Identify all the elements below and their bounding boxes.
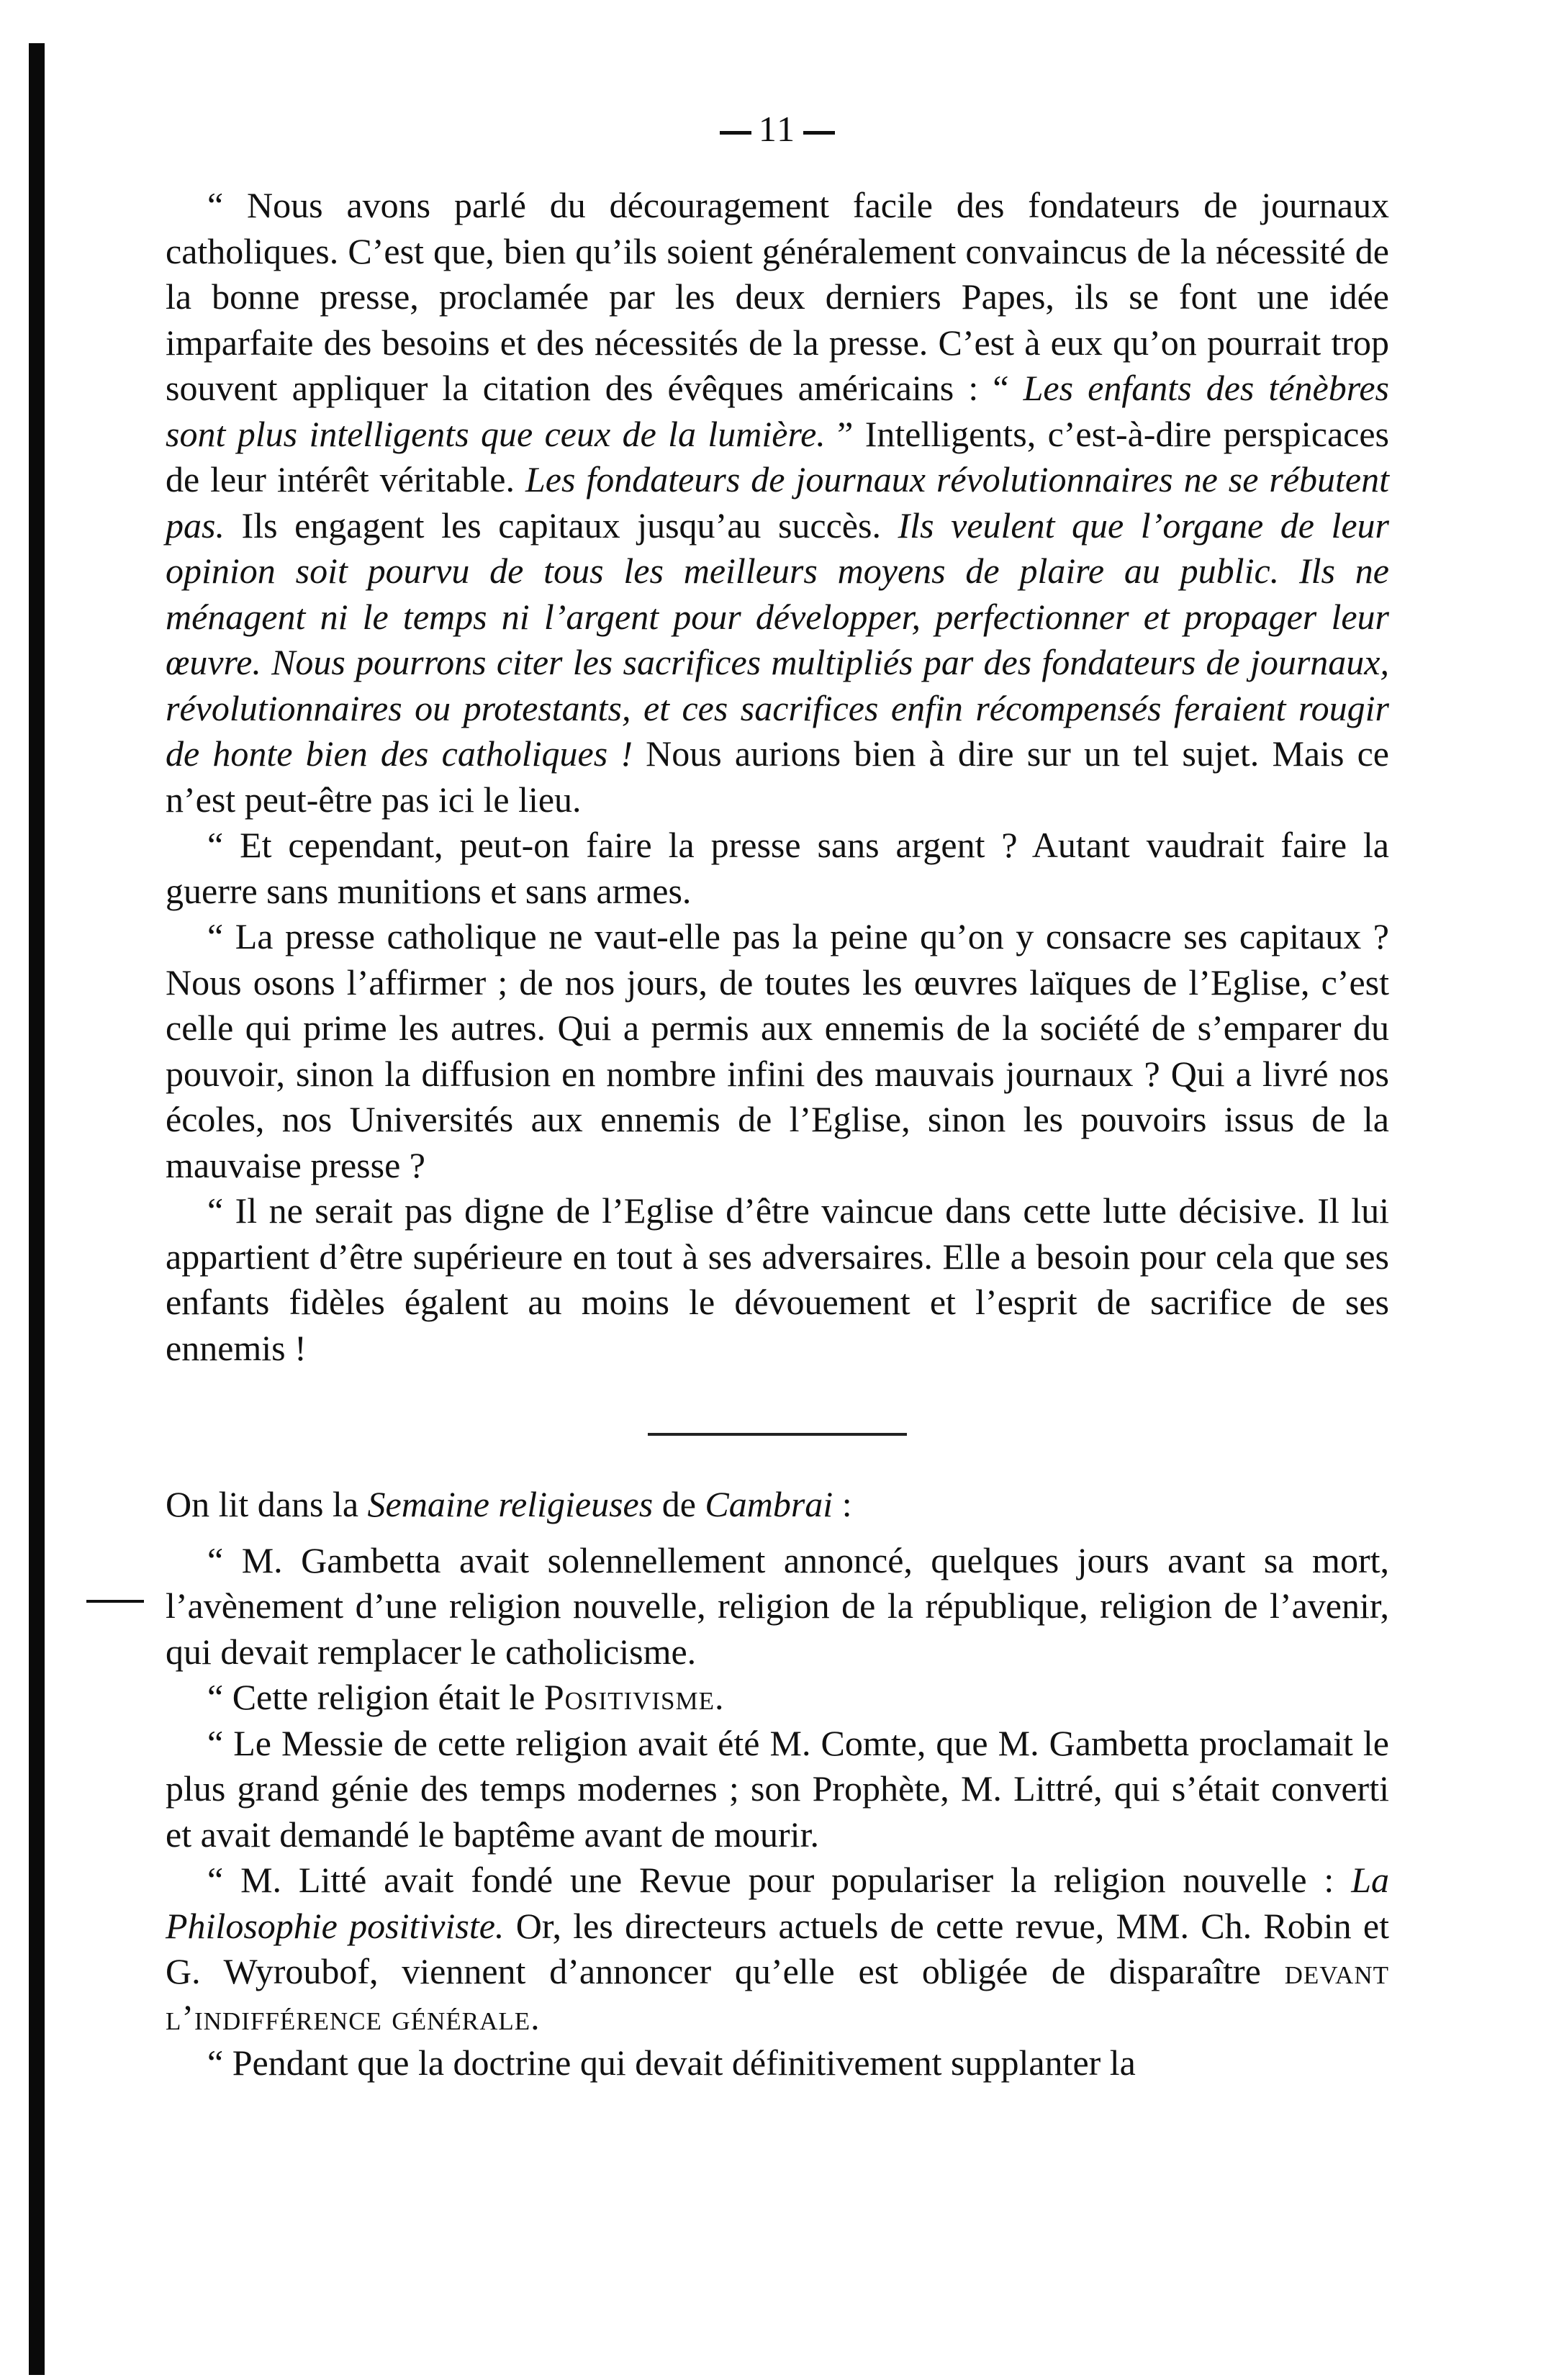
- page-number: 11: [166, 108, 1389, 150]
- paragraph: [166, 2040, 1389, 2086]
- text-run: “ M. Litté avait fondé une Revue pour populariser la religion nouvelle :: [207, 1860, 1352, 1900]
- text-run: “ Le Messie de cette religion avait été M. Comte, que M. Gambetta proclamait le plus grand génie des temps modernes ; son Prophète, M. Littré, qui s’était converti et avait demandé le baptême avant de mourir.: [166, 1722, 1389, 1855]
- italic-run: La Philosophie positiviste.: [166, 1860, 1389, 1946]
- text-run: :: [833, 1484, 852, 1524]
- text-run: “ Cette religion était le: [207, 1677, 544, 1717]
- text-run: Or, les directeurs actuels de cette revue, MM. Ch. Robin et G. Wyroubof, viennent d’annoncer qu’elle est obligée de disparaître: [166, 1905, 1389, 1991]
- text-run: “ Pendant que la doctrine qui devait définitivement supplanter la: [207, 2042, 1136, 2083]
- article-press: [166, 183, 1389, 1371]
- text-run: “ M. Gambetta avait solennellement annoncé, quelques jours avant sa mort, l’avènement d’une religion nouvelle, religion de la république, religion de l’avenir, qui devait remplacer le catholicisme.: [166, 1539, 1389, 1672]
- italic-run: Les fondateurs de journaux révolutionnaires ne se rébutent pas.: [166, 459, 1389, 546]
- paragraph: [166, 1721, 1389, 1858]
- small-caps-run: devant l’indifférence générale: [166, 1951, 1389, 2037]
- small-caps-run: Positivisme: [543, 1677, 715, 1717]
- paragraph: [166, 914, 1389, 1188]
- section-intro: [166, 1482, 1389, 1528]
- text-run: “ Nous avons parlé du découragement facile des fondateurs de journaux catholiques. C’est que, bien qu’ils soient généralement convaincus de la nécessité de la bonne presse, proclamée par les deux derniers Papes, ils se font une idée imparfaite des besoins et des nécessités de la presse. C’est à eux qu’on pourrait trop souvent appliquer la citation des évêques américains : “: [166, 185, 1389, 408]
- section-divider: [648, 1433, 907, 1436]
- text-run: “ Et cependant, peut-on faire la presse sans argent ? Autant vaudrait faire la guerre sans munitions et sans armes.: [166, 825, 1389, 911]
- text-run: “ Il ne serait pas digne de l’Eglise d’être vaincue dans cette lutte décisive. Il lui appartient d’être supérieure en tout à ses adversaires. Elle a besoin pour cela que ses enfants fidèles égalent au moins le dévouement et l’esprit de sacrifice de ses ennemis !: [166, 1190, 1389, 1368]
- text-run: Ils engagent les capitaux jusqu’au succès.: [224, 504, 898, 546]
- paragraph: [166, 1675, 1389, 1721]
- paragraph: [166, 183, 1389, 823]
- margin-mark: [86, 1600, 144, 1603]
- paragraph: [166, 1858, 1389, 2040]
- paragraph: [166, 823, 1389, 914]
- paragraph: [166, 1188, 1389, 1371]
- text-run: .: [530, 1996, 540, 2037]
- binding-edge: [29, 43, 45, 2375]
- article-positivism: [166, 1538, 1389, 2086]
- paragraph: [166, 1538, 1389, 1675]
- italic-run: Cambrai: [705, 1484, 833, 1524]
- italic-run: Les enfants des ténèbres sont plus intelligents que ceux de la lumière.: [166, 368, 1389, 454]
- text-run: “ La presse catholique ne vaut-elle pas la peine qu’on y consacre ses capitaux ? Nous osons l’affirmer ; de nos jours, de toutes les œuvres laïques de l’Eglise, c’est celle qui prime les autres. Qui a permis aux ennemis de la société de s’emparer du pouvoir, sinon la diffusion en nombre infini des mauvais journaux ? Qui a livré nos écoles, nos Universités aux ennemis de l’Eglise, sinon les pouvoirs issus de la mauvaise presse ?: [166, 916, 1389, 1185]
- text-run: ” Intelligents, c’est-à-dire perspicaces de leur intérêt véritable.: [166, 413, 1389, 499]
- text-run: Nous aurions bien à dire sur un tel sujet. Mais ce n’est peut-être pas ici le lieu.: [166, 733, 1390, 820]
- text-run: .: [715, 1677, 724, 1717]
- text-run: On lit dans la: [166, 1484, 368, 1524]
- italic-run: Ils veulent que l’organe de leur opinion soit pourvu de tous les meilleurs moyens de plaire au public. Ils ne ménagent ni le temps ni l’argent pour développer, perfectionner et propager leur œuvre. Nous pourrons citer les sacrifices multipliés par des fondateurs de journaux, révolutionnaires ou protestants, et ces sacrifices enfin récompensés feraient rougir de honte bien des catholiques !: [166, 504, 1390, 774]
- italic-run: Semaine religieuses: [367, 1484, 654, 1524]
- text-run: de: [653, 1484, 705, 1524]
- page: [166, 108, 1389, 2086]
